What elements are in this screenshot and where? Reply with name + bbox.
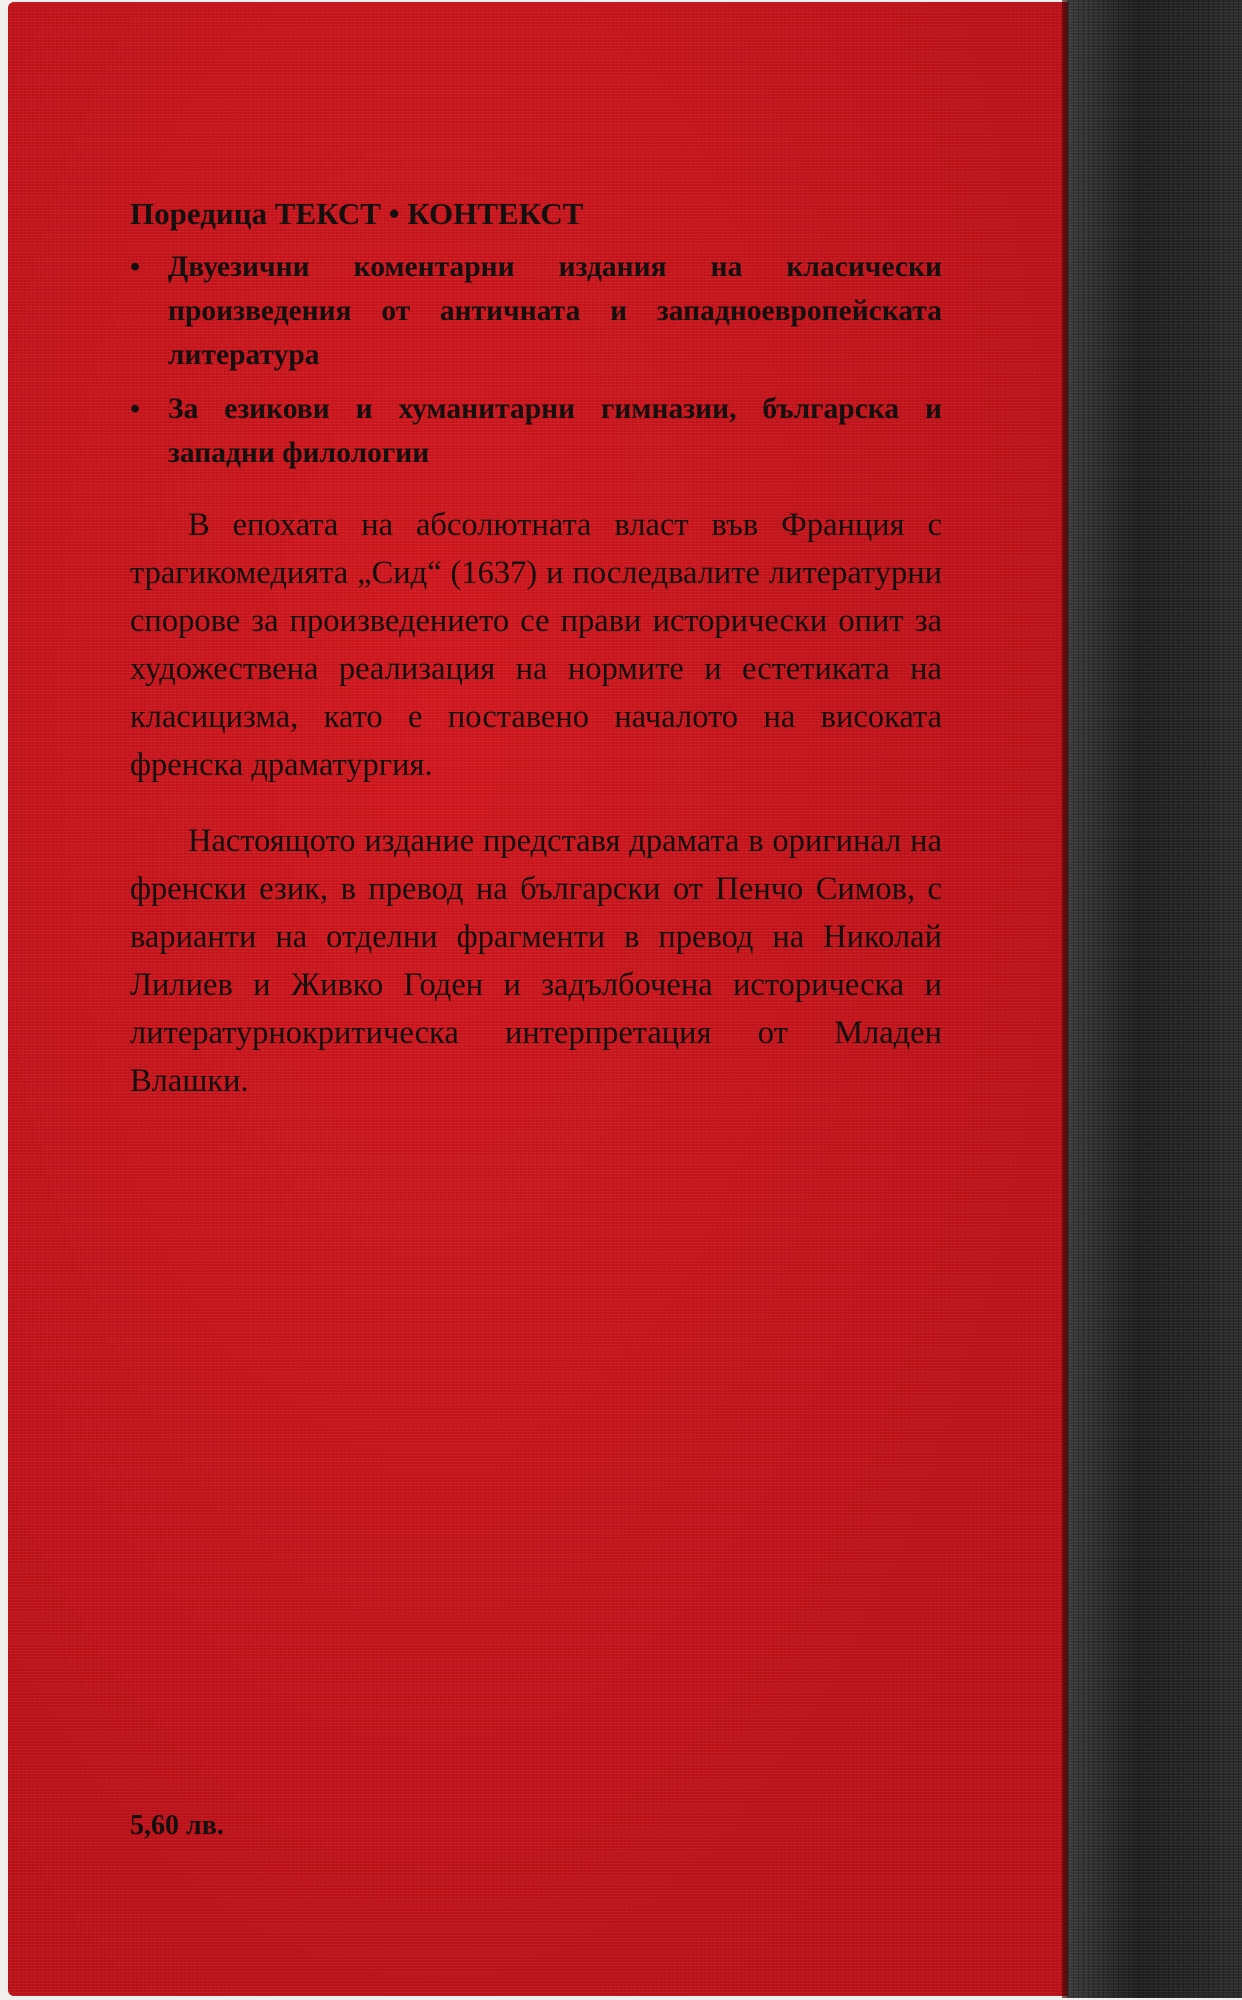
price-label: 5,60 лв. — [130, 1810, 224, 1841]
feature-text: За езикови и хуманитарни гимназии, българска и западни филологии — [168, 393, 942, 469]
feature-text: Двуезични коментарни издания на класически произведения от античната и западноевропейската литература — [168, 251, 942, 371]
edition-paragraph: Настоящото издание представя драмата в оригинал на френски език, в превод на български от Пенчо Симов, с варианти на отделни фрагменти в превод на Николай Лилиев и Живко Годен и задълбочена историческа и литературнокритическа интерпретация от Младен Влашки. — [130, 823, 942, 1099]
back-cover-text — [130, 195, 942, 1133]
book-spine — [1068, 0, 1242, 1998]
description-paragraph: В епохата на абсолютната власт във Франция с трагикомедията „Сид“ (1637) и последвалите литературни спорове за произведението се прави исторически опит за художествена реализация на нормите и естетиката на класицизма, като е поставено началото на високата френска драматургия. — [130, 507, 942, 783]
feature-item — [130, 245, 942, 377]
bullet-icon: • — [130, 393, 141, 425]
feature-item — [130, 387, 942, 475]
bullet-icon: • — [130, 251, 141, 283]
feature-list — [130, 245, 942, 475]
series-title: Поредица ТЕКСТ • КОНТЕКСТ — [130, 196, 584, 231]
